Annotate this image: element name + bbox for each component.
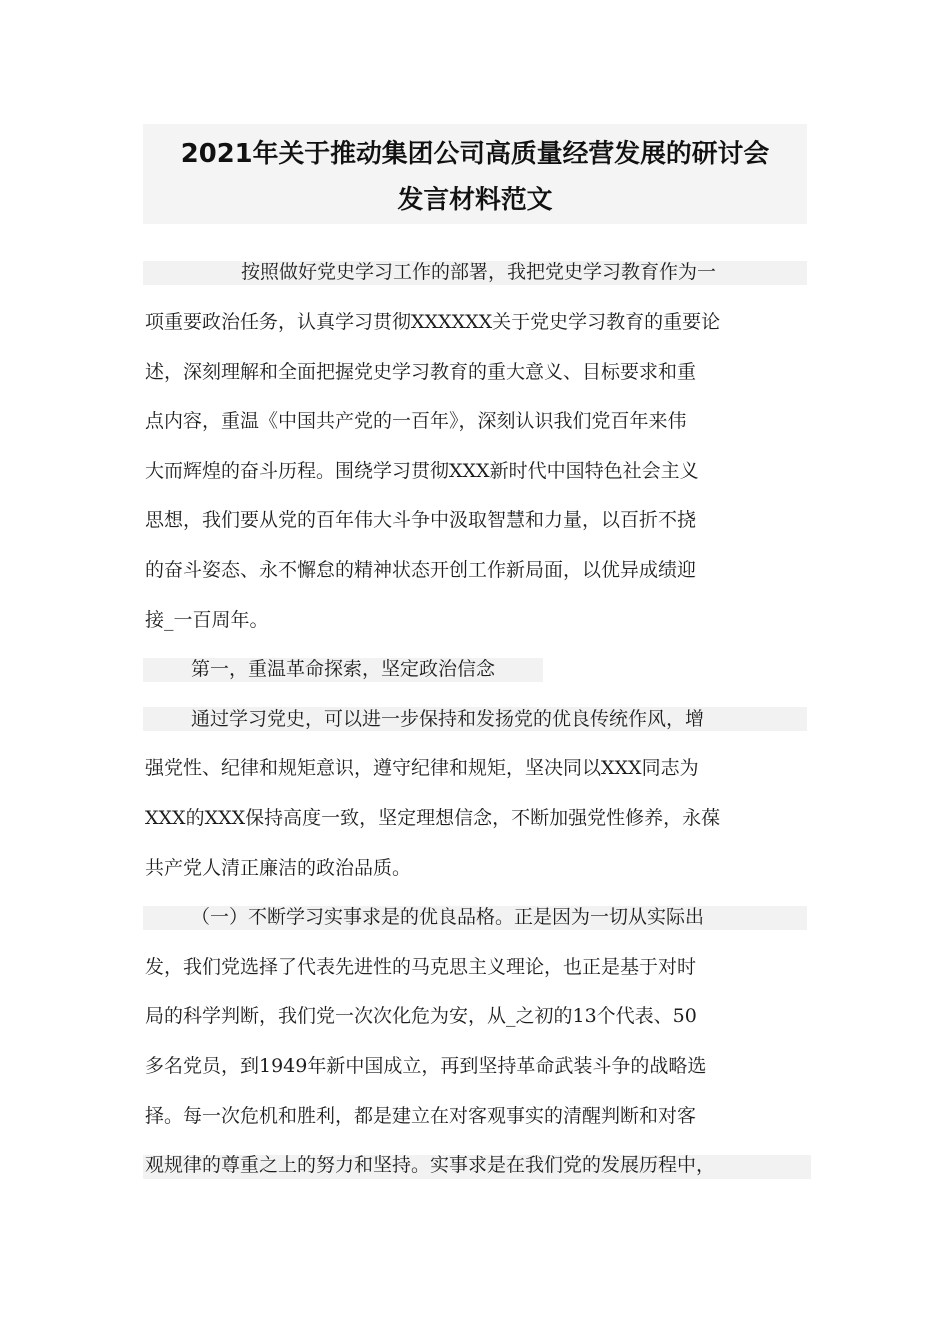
paragraph-line: 按照做好党史学习工作的部署，我把党史学习教育作为一 xyxy=(241,261,717,283)
paragraph-line: 共产党人清正廉洁的政治品质。 xyxy=(145,857,412,879)
paragraph-line: 接_一百周年。 xyxy=(145,609,269,631)
paragraph-line: 择。每一次危机和胜利，都是建立在对客观事实的清醒判断和对客 xyxy=(145,1105,697,1127)
paragraph-line: 发，我们党选择了代表先进性的马克思主义理论，也正是基于对时 xyxy=(145,956,697,978)
section-heading: 第一，重温革命探索，坚定政治信念 xyxy=(191,658,496,680)
paragraph-line: 述，深刻理解和全面把握党史学习教育的重大意义、目标要求和重 xyxy=(145,361,697,383)
paragraph-line: 多名党员，到1949年新中国成立，再到坚持革命武装斗争的战略选 xyxy=(145,1055,707,1077)
paragraph-line: 的奋斗姿态、永不懈怠的精神状态开创工作新局面，以优异成绩迎 xyxy=(145,559,697,581)
paragraph-line: XXX的XXX保持高度一致，坚定理想信念，不断加强党性修养，永葆 xyxy=(145,807,721,829)
paragraph-line: 大而辉煌的奋斗历程。围绕学习贯彻XXX新时代中国特色社会主义 xyxy=(145,460,699,482)
paragraph-line: 观规律的尊重之上的努力和坚持。实事求是在我们党的发展历程中， xyxy=(145,1154,716,1176)
document-title-line-2: 发言材料范文 xyxy=(397,185,553,215)
title-block xyxy=(143,124,807,224)
paragraph-line: 通过学习党史，可以进一步保持和发扬党的优良传统作风，增 xyxy=(191,708,705,730)
document-title-line-1: 2021年关于推动集团公司高质量经营发展的研讨会 xyxy=(180,139,770,169)
paragraph-line: 思想，我们要从党的百年伟大斗争中汲取智慧和力量，以百折不挠 xyxy=(145,509,697,531)
paragraph-line: 项重要政治任务，认真学习贯彻XXXXXX关于党史学习教育的重要论 xyxy=(145,311,721,333)
paragraph-line: （一）不断学习实事求是的优良品格。正是因为一切从实际出 xyxy=(191,906,705,928)
paragraph-line: 强党性、纪律和规矩意识，遵守纪律和规矩，坚决同以XXX同志为 xyxy=(145,757,699,779)
paragraph-line: 点内容，重温《中国共产党的一百年》，深刻认识我们党百年来伟 xyxy=(145,410,687,432)
paragraph-line: 局的科学判断，我们党一次次化危为安，从_之初的13个代表、50 xyxy=(145,1005,697,1027)
